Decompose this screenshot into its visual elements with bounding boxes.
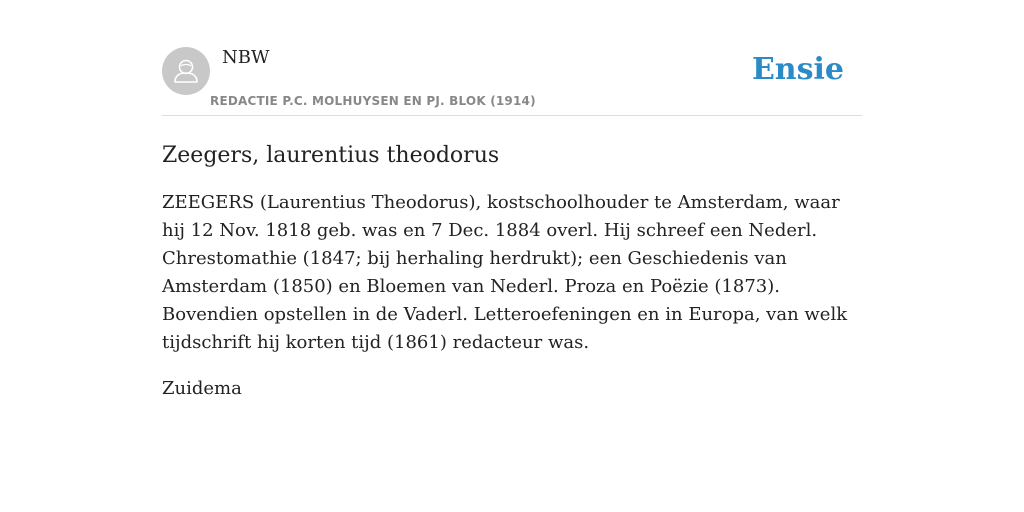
ensie-logo[interactable]: Ensie <box>751 52 844 87</box>
article-body: ZEEGERS (Laurentius Theodorus), kostschoolhouder te Amsterdam, waar hij 12 Nov. 1818 geb. was en 7 Dec. 1884 overl. Hij schreef een Nederl. Chrestomathie (1847; bij herhaling herdrukt); een Geschiedenis van Amsterdam (1850) en Bloemen van Nederl. Proza en Poëzie (1873). Bovendien opstellen in de Vaderl. Letteroefeningen en in Europa, van welk tijdschrift hij korten tijd (1861) redacteur was. <box>162 192 848 353</box>
user-icon <box>162 47 210 95</box>
author-avatar[interactable] <box>162 47 210 95</box>
article-signature: Zuidema <box>162 378 242 399</box>
editor-credit: REDACTIE P.C. MOLHUYSEN EN PJ. BLOK (1914) <box>210 94 536 108</box>
article-page <box>162 46 862 403</box>
article-title: Zeegers, laurentius theodorus <box>162 143 500 168</box>
article-header <box>162 46 862 116</box>
author-name[interactable]: NBW <box>222 47 270 68</box>
